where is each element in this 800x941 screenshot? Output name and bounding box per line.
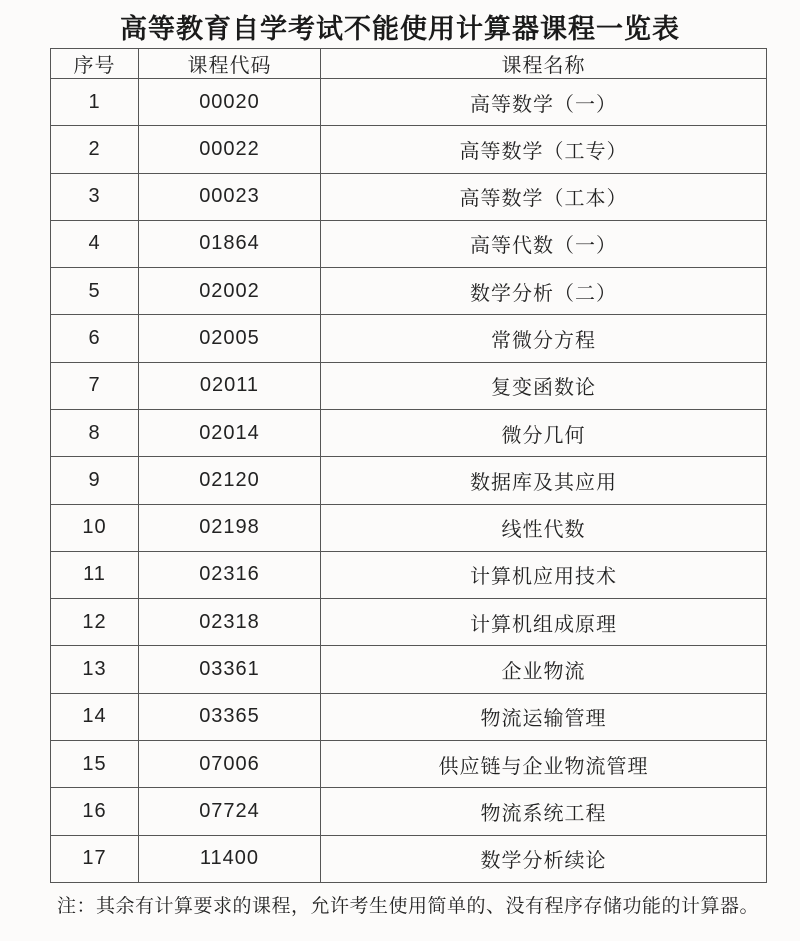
cell-code: 07006 [139, 740, 321, 787]
cell-code: 03361 [139, 646, 321, 693]
cell-code: 07724 [139, 788, 321, 835]
cell-no: 10 [51, 504, 139, 551]
cell-name: 常微分方程 [321, 315, 767, 362]
cell-no: 17 [51, 835, 139, 883]
cell-no: 1 [51, 79, 139, 126]
cell-code: 02005 [139, 315, 321, 362]
cell-name: 高等数学（工本） [321, 173, 767, 220]
cell-name: 高等数学（一） [321, 79, 767, 126]
table-row [51, 362, 767, 409]
cell-no: 9 [51, 457, 139, 504]
cell-code: 02198 [139, 504, 321, 551]
cell-name: 物流系统工程 [321, 788, 767, 835]
header-no: 序号 [51, 49, 139, 79]
table-body [51, 79, 767, 883]
cell-name: 高等数学（工专） [321, 126, 767, 173]
cell-name: 计算机应用技术 [321, 551, 767, 598]
cell-code: 00023 [139, 173, 321, 220]
cell-name: 企业物流 [321, 646, 767, 693]
cell-code: 01864 [139, 220, 321, 267]
cell-name: 复变函数论 [321, 362, 767, 409]
cell-code: 03365 [139, 693, 321, 740]
cell-no: 11 [51, 551, 139, 598]
cell-code: 02002 [139, 268, 321, 315]
cell-no: 8 [51, 409, 139, 456]
table-row [51, 835, 767, 883]
cell-no: 12 [51, 599, 139, 646]
cell-name: 计算机组成原理 [321, 599, 767, 646]
cell-code: 02014 [139, 409, 321, 456]
cell-code: 00020 [139, 79, 321, 126]
cell-no: 3 [51, 173, 139, 220]
cell-no: 5 [51, 268, 139, 315]
table-row [51, 220, 767, 267]
table-row [51, 504, 767, 551]
cell-name: 微分几何 [321, 409, 767, 456]
table-row [51, 646, 767, 693]
cell-no: 15 [51, 740, 139, 787]
table-row [51, 126, 767, 173]
table-row [51, 551, 767, 598]
cell-code: 00022 [139, 126, 321, 173]
cell-code: 02120 [139, 457, 321, 504]
course-table [50, 48, 767, 883]
table-row [51, 268, 767, 315]
header-row [51, 49, 767, 79]
cell-no: 7 [51, 362, 139, 409]
table-row [51, 693, 767, 740]
cell-code: 02318 [139, 599, 321, 646]
cell-no: 2 [51, 126, 139, 173]
table-row [51, 173, 767, 220]
cell-name: 供应链与企业物流管理 [321, 740, 767, 787]
cell-name: 数据库及其应用 [321, 457, 767, 504]
cell-code: 11400 [139, 835, 321, 883]
cell-name: 数学分析（二） [321, 268, 767, 315]
page-title: 高等教育自学考试不能使用计算器课程一览表 [120, 14, 680, 44]
cell-name: 物流运输管理 [321, 693, 767, 740]
cell-code: 02316 [139, 551, 321, 598]
table-row [51, 79, 767, 126]
table-row [51, 788, 767, 835]
header-code: 课程代码 [139, 49, 321, 79]
table-row [51, 740, 767, 787]
cell-no: 4 [51, 220, 139, 267]
cell-no: 6 [51, 315, 139, 362]
cell-code: 02011 [139, 362, 321, 409]
cell-no: 16 [51, 788, 139, 835]
table-row [51, 315, 767, 362]
cell-name: 数学分析续论 [321, 835, 767, 883]
footnote: 注：其余有计算要求的课程，允许考生使用简单的、没有程序存储功能的计算器。 [57, 896, 760, 917]
cell-no: 13 [51, 646, 139, 693]
cell-no: 14 [51, 693, 139, 740]
cell-name: 线性代数 [321, 504, 767, 551]
table-row [51, 409, 767, 456]
table-row [51, 457, 767, 504]
header-name: 课程名称 [321, 49, 767, 79]
table-row [51, 599, 767, 646]
cell-name: 高等代数（一） [321, 220, 767, 267]
